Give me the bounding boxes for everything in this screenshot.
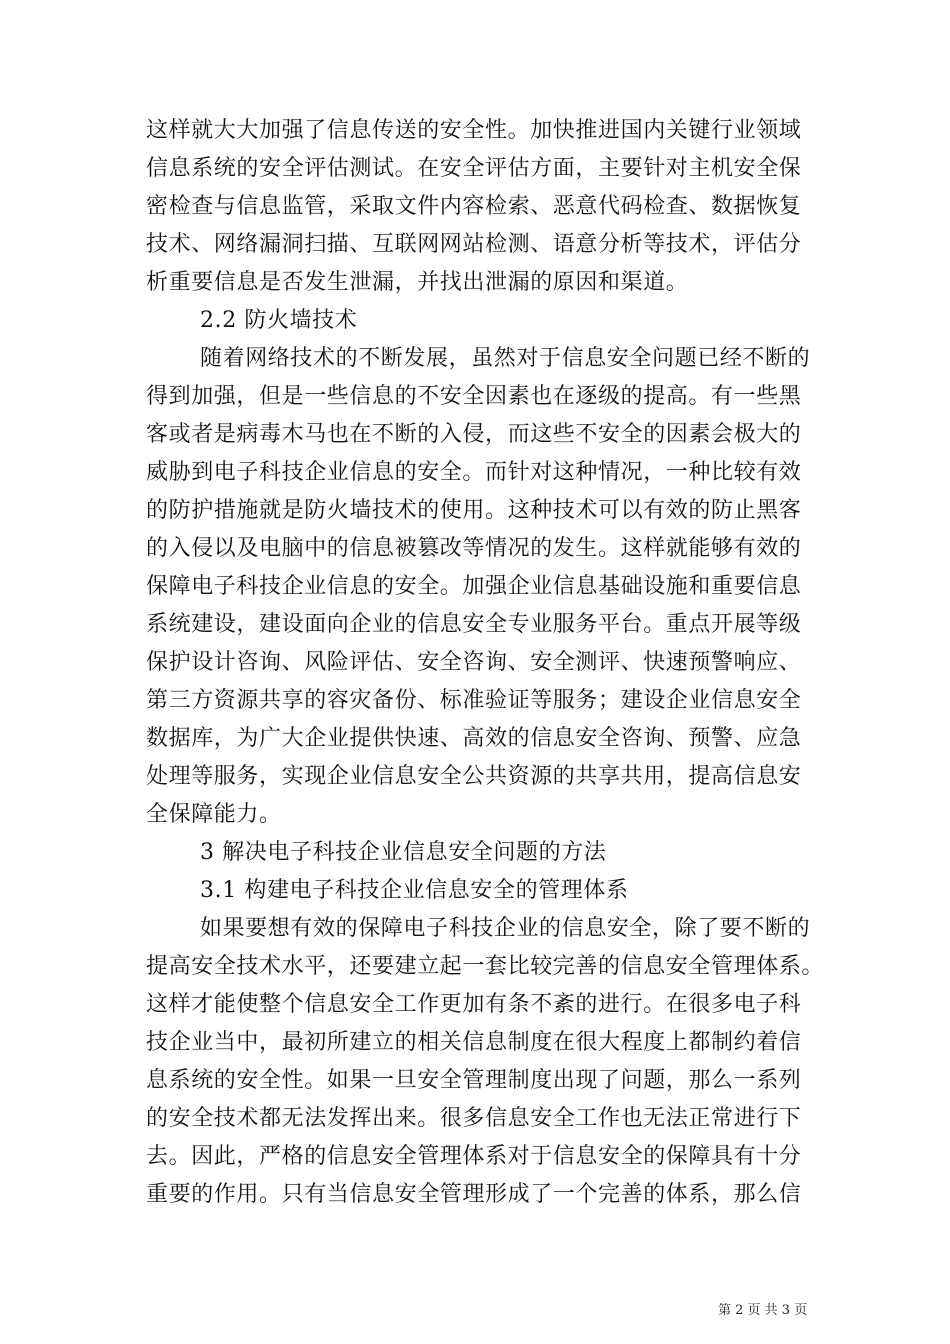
paragraph-line: 第三方资源共享的容灾备份、标准验证等服务；建设企业信息安全 bbox=[146, 688, 802, 713]
paragraph-line: 信息系统的安全评估测试。在安全评估方面，主要针对主机安全保 bbox=[146, 156, 802, 181]
paragraph-line: 保障电子科技企业信息的安全。加强企业信息基础设施和重要信息 bbox=[146, 574, 802, 599]
paragraph-line: 的入侵以及电脑中的信息被篡改等情况的发生。这样就能够有效的 bbox=[146, 536, 802, 561]
paragraph-line: 去。因此，严格的信息安全管理体系对于信息安全的保障具有十分 bbox=[146, 1144, 802, 1169]
paragraph-line: 客或者是病毒木马也在不断的入侵，而这些不安全的因素会极大的 bbox=[146, 422, 802, 447]
paragraph-line: 技企业当中，最初所建立的相关信息制度在很大程度上都制约着信 bbox=[146, 1030, 802, 1055]
paragraph-line: 技术、网络漏洞扫描、互联网网站检测、语意分析等技术，评估分 bbox=[146, 232, 802, 257]
paragraph-line: 保护设计咨询、风险评估、安全咨询、安全测评、快速预警响应、 bbox=[146, 650, 802, 675]
paragraph-line: 威胁到电子科技企业信息的安全。而针对这种情况，一种比较有效 bbox=[146, 460, 802, 485]
paragraph-line: 随着网络技术的不断发展，虽然对于信息安全问题已经不断的 bbox=[200, 346, 811, 371]
paragraph-line: 的防护措施就是防火墙技术的使用。这种技术可以有效的防止黑客 bbox=[146, 498, 802, 523]
paragraph-line: 密检查与信息监管，采取文件内容检索、恶意代码检查、数据恢复 bbox=[146, 194, 802, 219]
section-heading: 2.2 防火墙技术 bbox=[200, 308, 358, 333]
paragraph-line: 处理等服务，实现企业信息安全公共资源的共享共用，提高信息安 bbox=[146, 764, 802, 789]
paragraph-line: 提高安全技术水平，还要建立起一套比较完善的信息安全管理体系。 bbox=[146, 954, 825, 979]
paragraph-line: 这样才能使整个信息安全工作更加有条不紊的进行。在很多电子科 bbox=[146, 992, 802, 1017]
paragraph-line: 析重要信息是否发生泄漏，并找出泄漏的原因和渠道。 bbox=[146, 270, 689, 295]
paragraph-line: 系统建设，建设面向企业的信息安全专业服务平台。重点开展等级 bbox=[146, 612, 802, 637]
subsection-heading: 3.1 构建电子科技企业信息安全的管理体系 bbox=[200, 878, 629, 903]
paragraph-line: 重要的作用。只有当信息安全管理形成了一个完善的体系，那么信 bbox=[146, 1182, 802, 1207]
paragraph-line: 数据库，为广大企业提供快速、高效的信息安全咨询、预警、应急 bbox=[146, 726, 802, 751]
paragraph-line: 全保障能力。 bbox=[146, 802, 282, 827]
paragraph-line: 如果要想有效的保障电子科技企业的信息安全，除了要不断的 bbox=[200, 916, 811, 941]
page-number: 第 2 页 共 3 页 bbox=[718, 1303, 808, 1318]
section-heading: 3 解决电子科技企业信息安全问题的方法 bbox=[200, 840, 607, 865]
paragraph-line: 息系统的安全性。如果一旦安全管理制度出现了问题，那么一系列 bbox=[146, 1068, 802, 1093]
paragraph-line: 得到加强，但是一些信息的不安全因素也在逐级的提高。有一些黑 bbox=[146, 384, 802, 409]
paragraph-line: 这样就大大加强了信息传送的安全性。加快推进国内关键行业领域 bbox=[146, 118, 802, 143]
paragraph-line: 的安全技术都无法发挥出来。很多信息安全工作也无法正常进行下 bbox=[146, 1106, 802, 1131]
